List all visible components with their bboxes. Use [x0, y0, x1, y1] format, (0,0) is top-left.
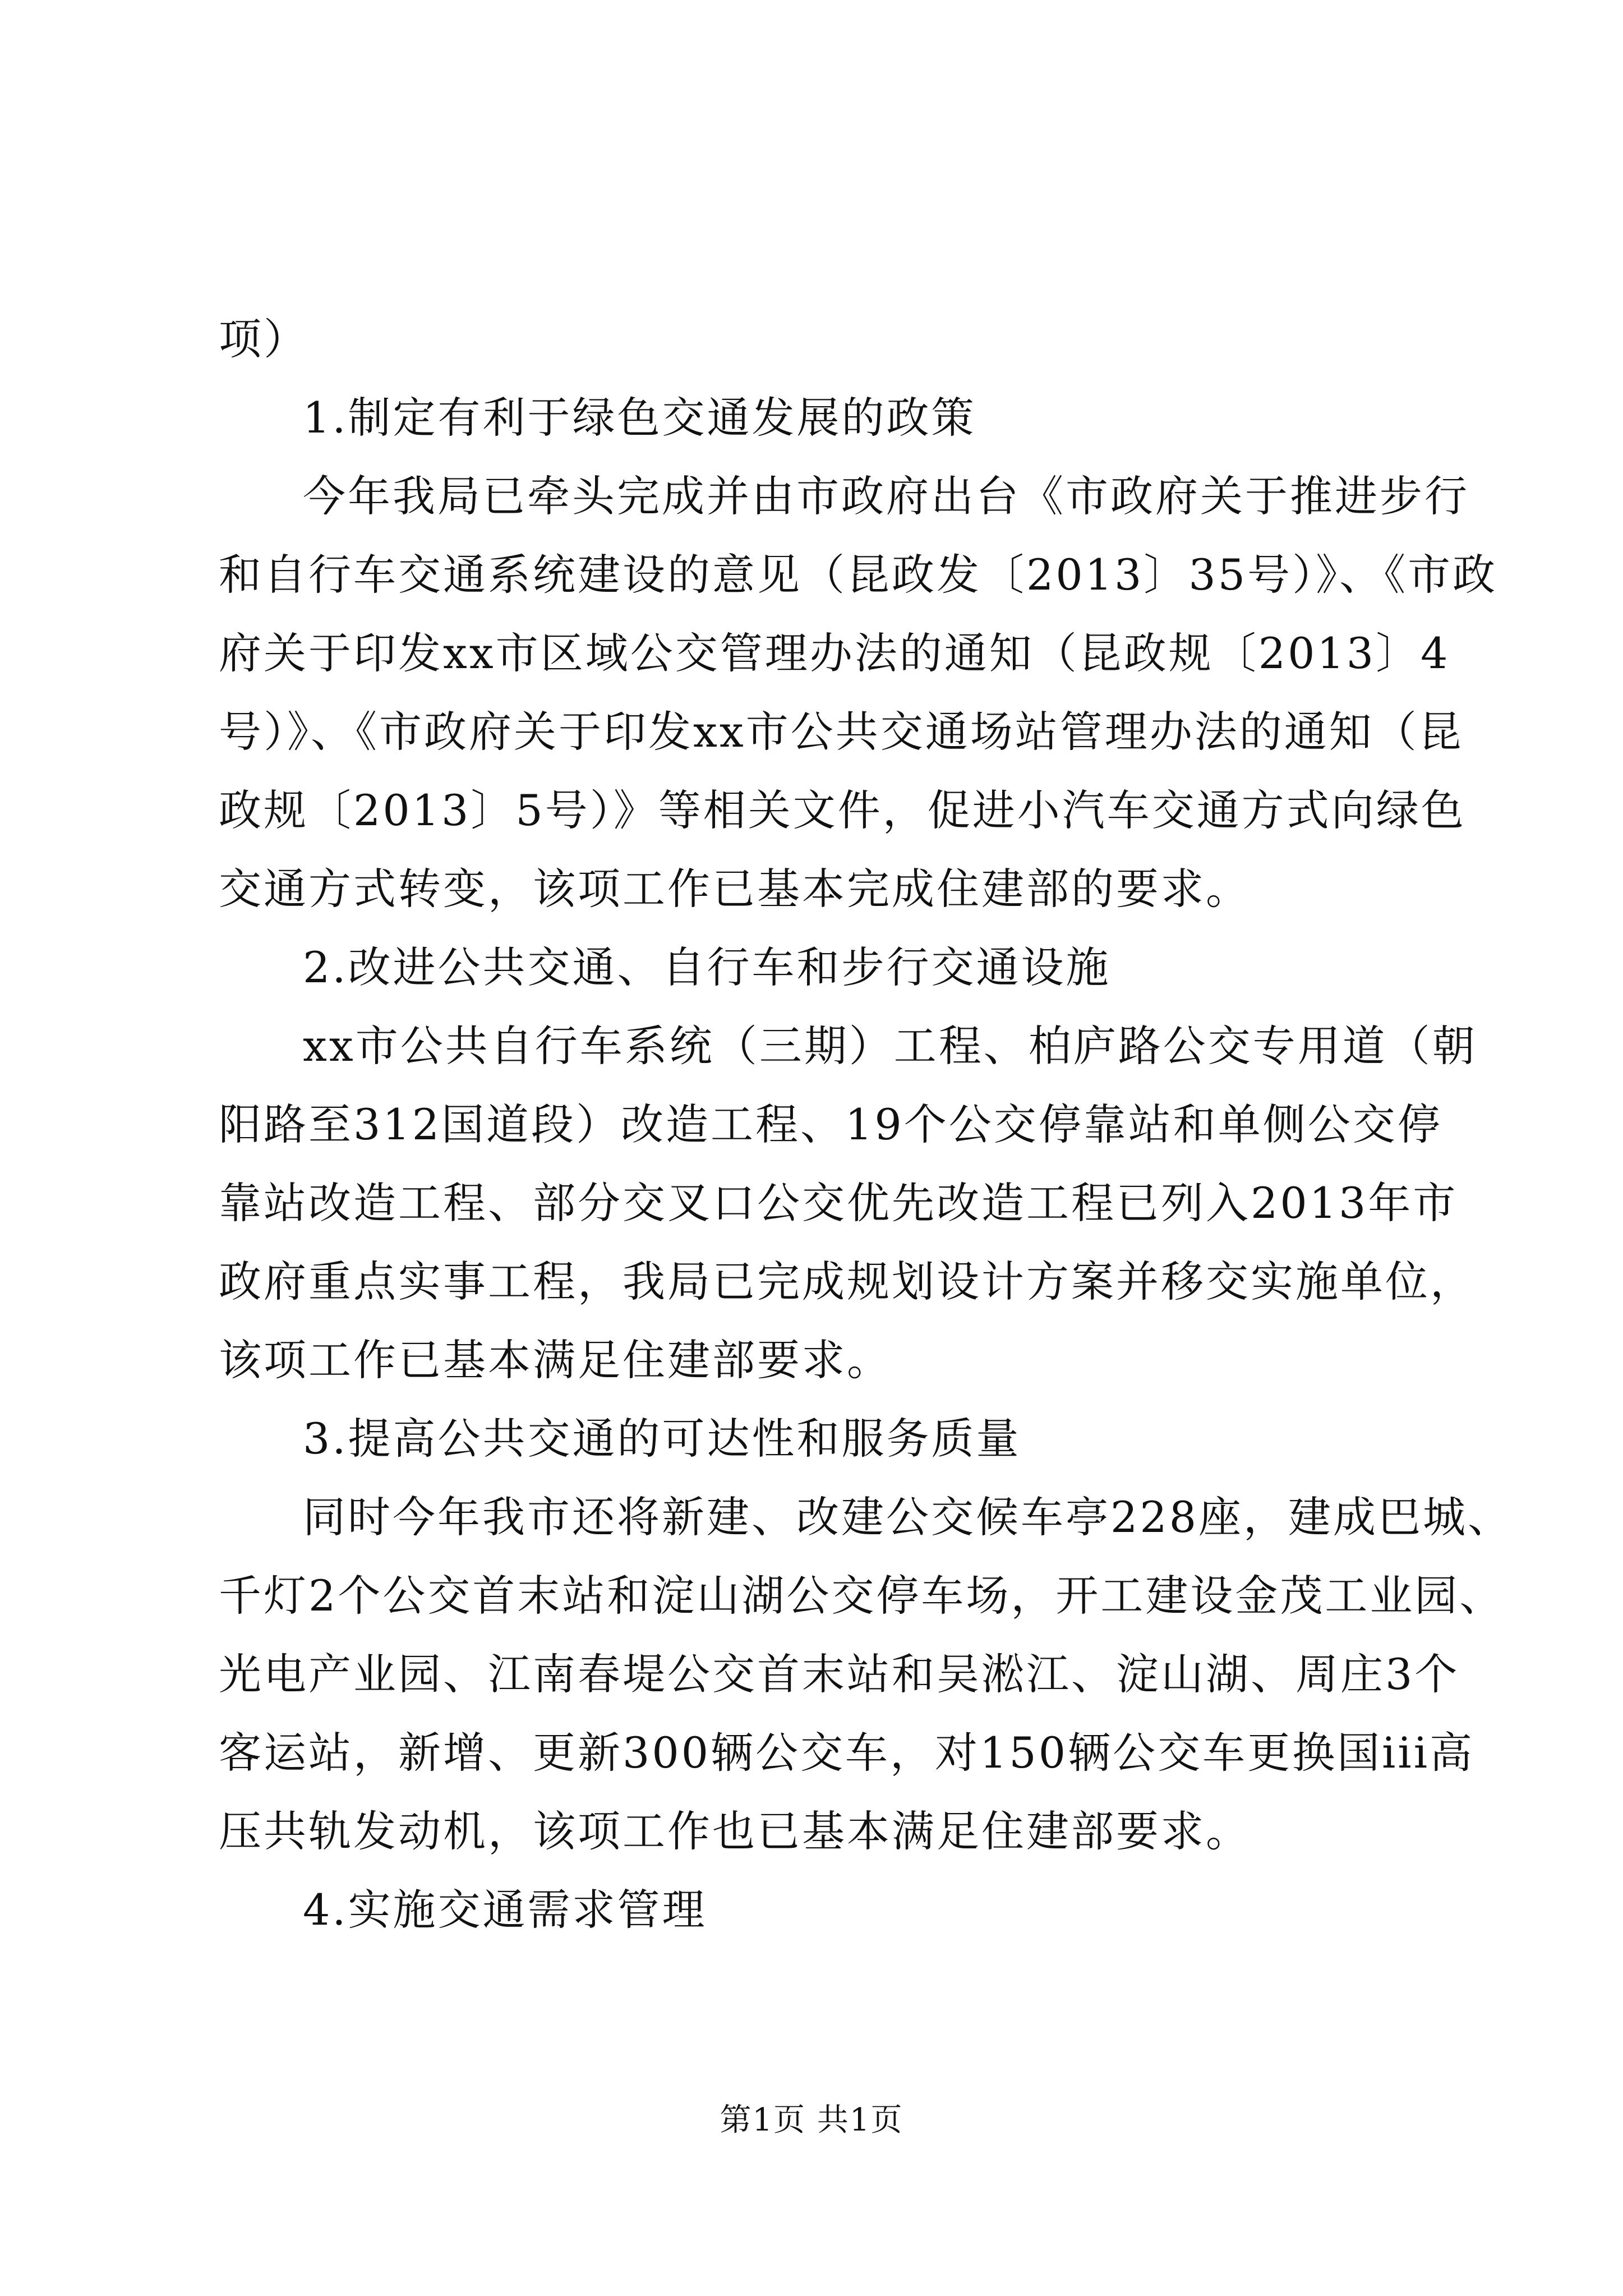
text-line: 同时今年我市还将新建、改建公交候车亭228座，建成巴城、: [303, 1492, 1513, 1542]
text-line: 项）: [219, 314, 308, 364]
section-heading: 4.实施交通需求管理: [303, 1885, 707, 1935]
text-line: 政规〔2013〕5号）》等相关文件，促进小汽车交通方式向绿色: [219, 785, 1466, 835]
text-line: 该项工作已基本满足住建部要求。: [219, 1335, 892, 1385]
text-line: 阳路至312国道段）改造工程、19个公交停靠站和单侧公交停: [219, 1099, 1442, 1149]
text-line: xx市公共自行车系统（三期）工程、柏庐路公交专用道（朝: [303, 1021, 1477, 1071]
section-heading: 2.改进公共交通、自行车和步行交通设施: [303, 942, 1111, 992]
section-heading: 1.制定有利于绿色交通发展的政策: [303, 393, 976, 443]
text-line: 压共轨发动机，该项工作也已基本满足住建部要求。: [219, 1806, 1251, 1856]
text-line: 政府重点实事工程，我局已完成规划设计方案并移交实施单位，: [219, 1257, 1475, 1306]
text-line: 客运站，新增、更新300辆公交车，对150辆公交车更换国iii高: [219, 1728, 1475, 1778]
text-line: 和自行车交通系统建设的意见（昆政发〔2013〕35号）》、《市政: [219, 550, 1498, 600]
page-footer: 第1页 共1页: [720, 2102, 903, 2138]
section-heading: 3.提高公共交通的可达性和服务质量: [303, 1414, 1021, 1464]
text-line: 府关于印发xx市区域公交管理办法的通知（昆政规〔2013〕4: [219, 628, 1450, 678]
text-line: 光电产业园、江南春堤公交首末站和吴淞江、淀山湖、周庄3个: [219, 1649, 1460, 1699]
text-line: 千灯2个公交首末站和淀山湖公交停车场，开工建设金茂工业园、: [219, 1571, 1505, 1621]
text-line: 交通方式转变，该项工作已基本完成住建部的要求。: [219, 864, 1251, 914]
text-line: 号）》、《市政府关于印发xx市公共交通场站管理办法的通知（昆: [219, 707, 1464, 757]
text-line: 今年我局已牵头完成并由市政府出台《市政府关于推进步行: [303, 471, 1469, 521]
text-line: 靠站改造工程、部分交叉口公交优先改造工程已列入2013年市: [219, 1178, 1458, 1228]
